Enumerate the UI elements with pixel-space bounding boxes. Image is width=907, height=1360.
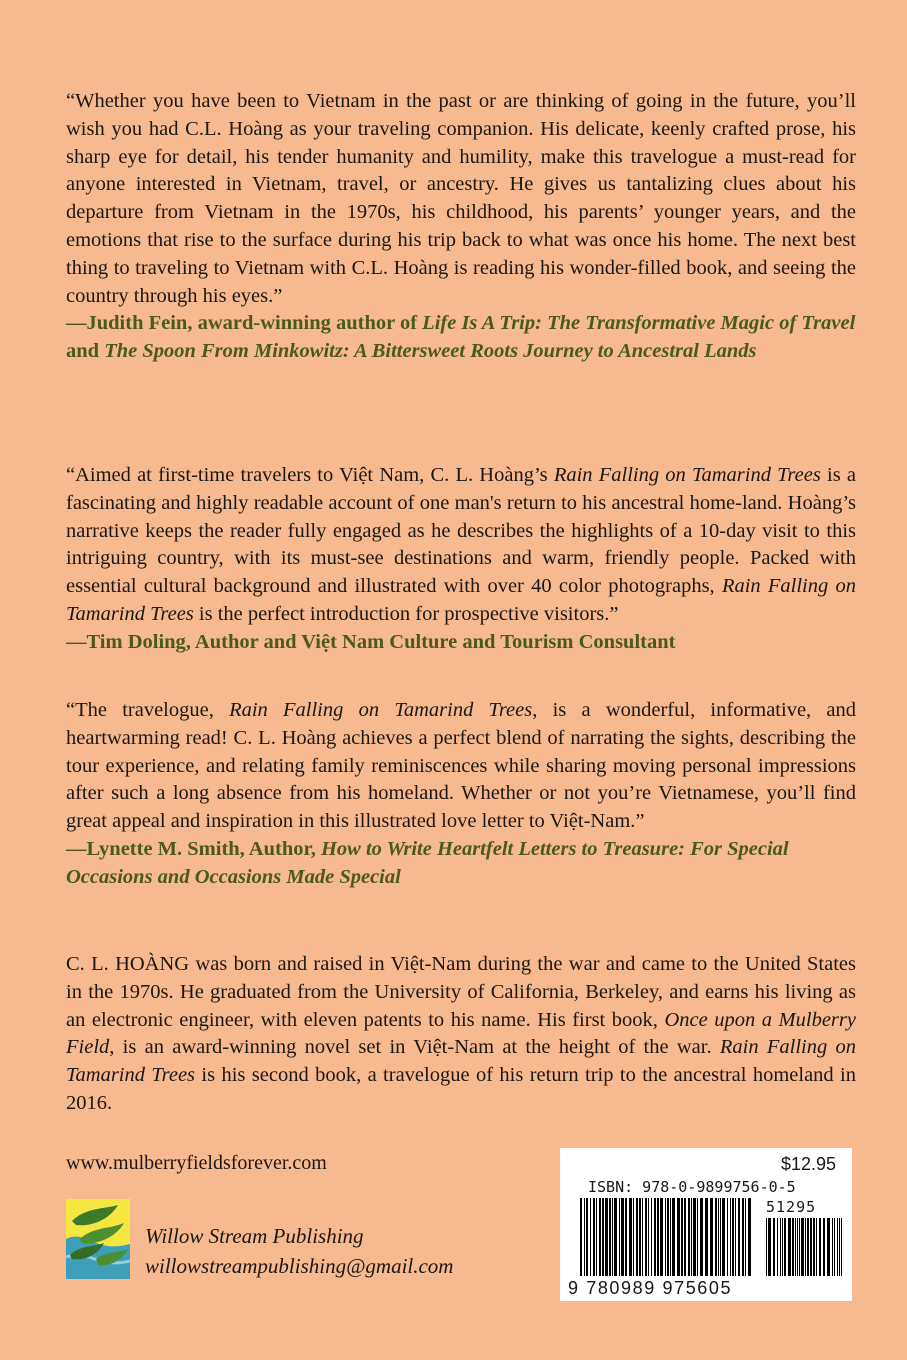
review-quote-fein (66, 88, 856, 366)
author-website: www.mulberryfieldsforever.com (66, 1152, 327, 1174)
ean-digits: 9 780989 975605 (568, 1278, 733, 1298)
isbn-barcode (560, 1148, 852, 1301)
quote-text: “Whether you have been to Vietnam in the past or are thinking of going in the future, you’ll wish you had C.L. Hoàng as your traveling companion. His delicate, keenly crafted prose, his sharp eye for detail, his tender humanity and humility, make this travelogue a must-read for anyone interested in Vietnam, travel, or ancestry. He gives us tantalizing clues about his departure from Vietnam in the 1970s, his childhood, his parents’ younger years, and the emotions that rise to the surface during his trip back to what was once his home. The next best thing to traveling to Vietnam with C.L. Hoàng is reading his wonder-filled book, and seeing the country through his eyes.” (66, 90, 856, 307)
quote-attribution: —Judith Fein, award-winning author of Life Is A Trip: The Transformative Magic of Travel and The Spoon From Minkowitz: A Bittersweet Roots Journey to Ancestral Lands (66, 312, 856, 363)
willow-leaf-stream-logo-icon (66, 1199, 130, 1279)
addon-digits: 51295 (766, 1198, 817, 1216)
quote-text: “Aimed at first-time travelers to Việt Nam, C. L. Hoàng’s Rain Falling on Tamarind Trees is a fascinating and highly readable account of one man's return to his ancestral home-land. Hoàng’s narrative keeps the reader fully engaged as he describes the highlights of a 10-day visit to this intriguing country, with its must-see destinations and warm, friendly people. Packed with essential cultural background and illustrated with over 40 color photographs, Rain Falling on Tamarind Trees is the perfect introduction for prospective visitors.” (66, 464, 856, 625)
author-bio: C. L. HOÀNG was born and raised in Việt-Nam during the war and came to the United States in the 1970s. He graduated from the University of California, Berkeley, and earns his living as an electronic engineer, with eleven patents to his name. His first book, Once upon a Mulberry Field, is an award-winning novel set in Việt-Nam at the height of the war. Rain Falling on Tamarind Trees is his second book, a travelogue of his return trip to the ancestral homeland in 2016. (66, 953, 856, 1114)
quote-text: “The travelogue, Rain Falling on Tamarind Trees, is a wonderful, informative, and heartwarming read! C. L. Hoàng achieves a perfect blend of narrating the sights, describing the tour experience, and relating family reminiscences while sharing moving personal impressions after such a long absence from his homeland. Whether or not you’re Vietnamese, you’ll find great appeal and inspiration in this illustrated love letter to Việt-Nam.” (66, 699, 857, 833)
quote-attribution: —Tim Doling, Author and Việt Nam Culture and Tourism Consultant (66, 630, 676, 653)
isbn-label: ISBN: 978-0-9899756-0-5 (588, 1178, 796, 1196)
publisher-email: willowstreampublishing@gmail.com (145, 1254, 454, 1278)
review-quote-doling (66, 462, 856, 657)
price-label: $12.95 (780, 1154, 836, 1174)
review-quote-smith (66, 697, 856, 892)
publisher-name: Willow Stream Publishing (145, 1224, 364, 1248)
quote-attribution: —Lynette M. Smith, Author, How to Write Heartfelt Letters to Treasure: For Special Occasions and Occasions Made Special (66, 837, 789, 888)
